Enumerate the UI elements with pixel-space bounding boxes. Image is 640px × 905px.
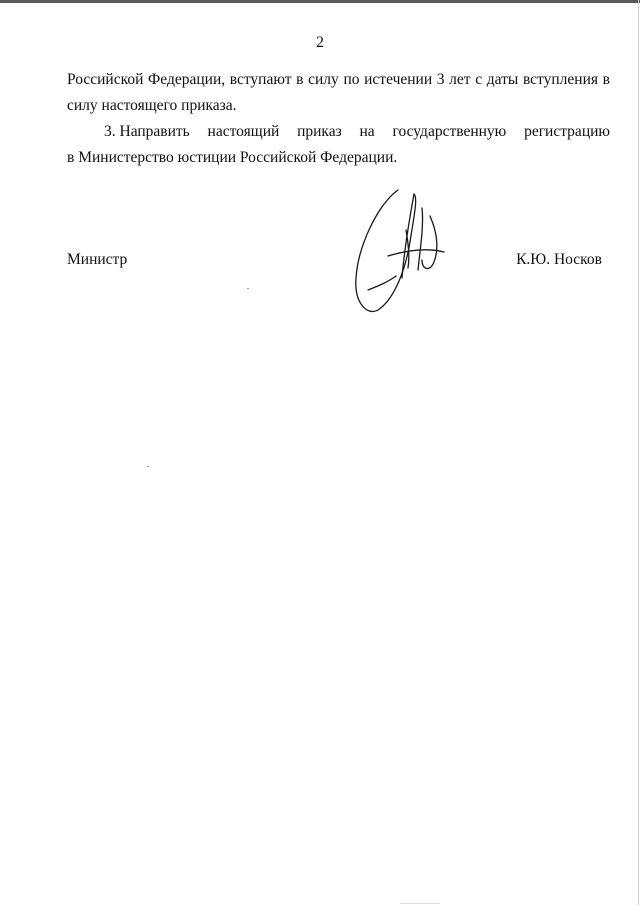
word: истечении — [364, 71, 433, 88]
word: настоящий — [207, 123, 280, 140]
scan-top-edge — [0, 0, 640, 3]
word: на — [359, 123, 375, 140]
word: даты — [486, 71, 519, 88]
scan-speck — [247, 288, 249, 289]
paragraph-item-3 — [67, 119, 610, 171]
page-number: 2 — [316, 34, 324, 51]
word: Федерации, — [148, 71, 226, 88]
paragraph-1-line-2: силу настоящего приказа. — [67, 97, 237, 114]
word: 3. Направить — [104, 123, 190, 140]
word: государственную — [392, 123, 507, 140]
word: в — [602, 71, 610, 88]
word: приказ — [297, 123, 342, 140]
handwritten-signature-icon — [348, 186, 458, 318]
word: Российской — [67, 71, 144, 88]
paragraph-1-line-1 — [67, 67, 610, 93]
paragraph-continuation — [67, 67, 610, 119]
scan-speck — [400, 903, 440, 904]
scan-right-edge — [638, 0, 639, 905]
signatory-title: Министр — [67, 251, 128, 268]
word: по — [343, 71, 360, 88]
word: лет — [449, 71, 471, 88]
paragraph-2-line-2: в Министерство юстиции Российской Федерации. — [67, 149, 398, 166]
word: вступления — [522, 71, 598, 88]
word: в — [296, 71, 304, 88]
word: вступают — [229, 71, 292, 88]
word: регистрацию — [524, 123, 610, 140]
word: силу — [308, 71, 339, 88]
scan-speck — [147, 466, 149, 467]
signatory-name: К.Ю. Носков — [516, 251, 602, 268]
word: с — [475, 71, 483, 88]
word: 3 — [436, 71, 445, 88]
paragraph-2-line-1 — [67, 119, 610, 145]
